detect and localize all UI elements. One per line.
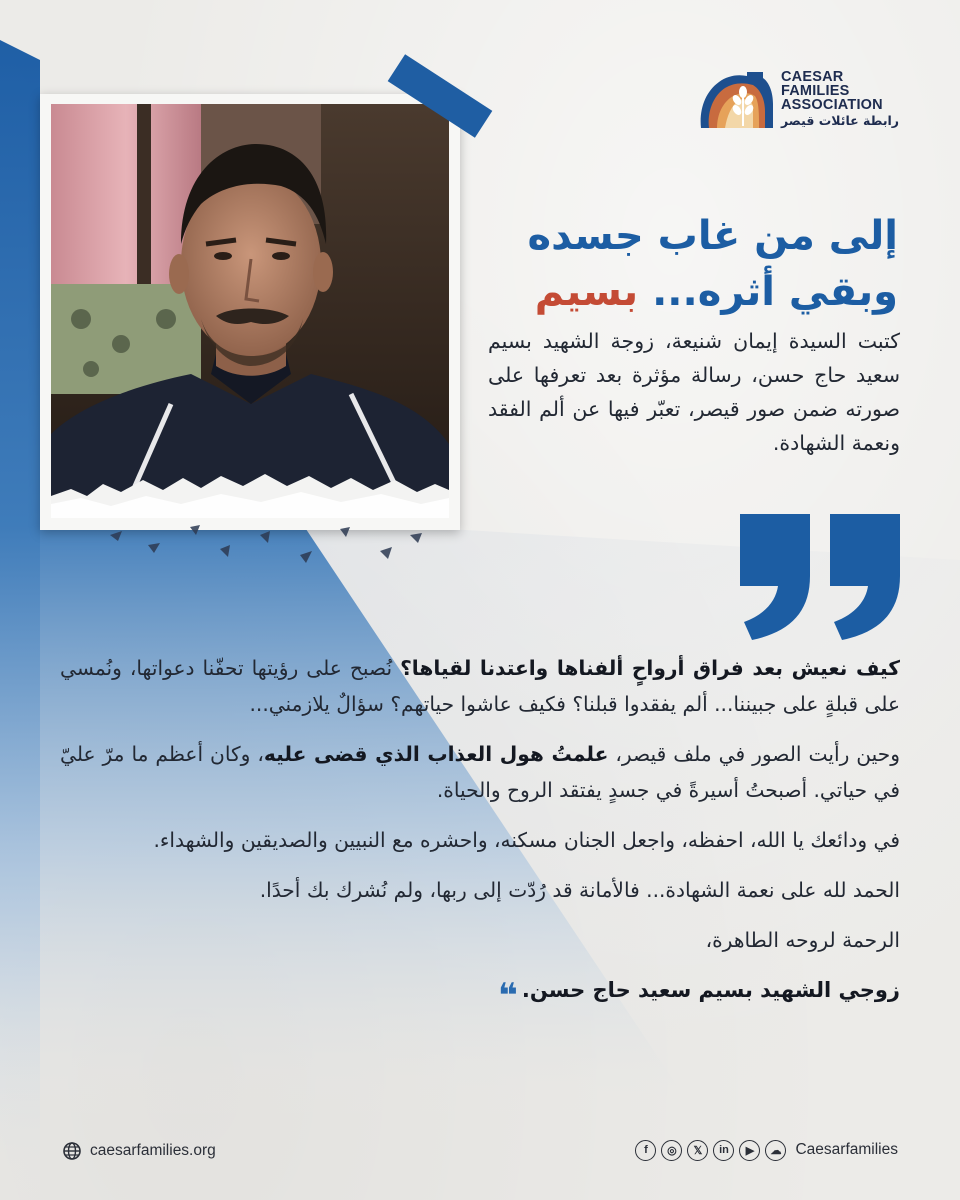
youtube-icon[interactable]: ▶	[739, 1140, 760, 1161]
letter-p2-end: ، وكان أعظم ما مرّ عليّ في حياتي. أصبحتُ أسيرةً في جسدٍ يفتقد الروح والحياة.	[60, 742, 900, 802]
facebook-icon[interactable]: f	[635, 1140, 656, 1161]
footer-social	[635, 1136, 898, 1164]
headline-name: بسيم	[534, 269, 639, 315]
letter-p1-rest: نُصبح على رؤيتها تحفّنا دعواتها، ونُمسي على قبلةٍ على جبيننا... ألم يفقدوا قبلنا؟ فكيف عاشوا حياتهم؟ سؤالٌ يلازمني...	[60, 656, 900, 716]
logo-name-line3: ASSOCIATION	[781, 97, 883, 113]
letter-paragraph-4: الحمد لله على نعمة الشهادة... فالأمانة قد رُدّت إلى ربها، ولم نُشرك بك أحدًا.	[259, 878, 900, 902]
letter-paragraph-2	[60, 736, 900, 808]
headline-line-2-prefix: وبقي أثره...	[638, 269, 898, 315]
intro-paragraph: كتبت السيدة إيمان شنيعة، زوجة الشهيد بسيم سعيد حاج حسن، رسالة مؤثرة بعد تعرفها على صورته ضمن صور قيصر، تعبّر فيها عن ألم الفقد ونعمة الشهادة.	[488, 329, 900, 455]
logo-name-line2: FAMILIES	[781, 83, 850, 99]
globe-icon	[62, 1141, 82, 1161]
letter-p2-start: وحين رأيت الصور في ملف قيصر،	[608, 742, 900, 766]
photo-frame	[40, 94, 460, 530]
logo-name-arabic: رابطة عائلات قيصر	[781, 113, 899, 128]
headline-line-2	[478, 264, 898, 320]
letter-signature-line	[60, 972, 900, 1014]
letter-paragraph-3: في ودائعك يا الله، احفظه، واجعل الجنان مسكنه، واحشره مع النبيين والصديقين والشهداء.	[153, 828, 900, 852]
website-url[interactable]: caesarfamilies.org	[90, 1142, 216, 1159]
closing-quote-icon: ❝	[497, 976, 518, 1016]
headline	[478, 208, 898, 320]
portrait-photo	[51, 104, 449, 518]
social-handle[interactable]: Caesarfamilies	[795, 1141, 898, 1158]
paper-fragments-decoration	[100, 505, 440, 575]
caesar-families-logo	[697, 66, 902, 130]
instagram-icon[interactable]: ◎	[661, 1140, 682, 1161]
logo-name-line1: CAESAR	[781, 69, 844, 85]
letter-signature: زوجي الشهيد بسيم سعيد حاج حسن.	[521, 978, 900, 1002]
footer-website[interactable]	[62, 1138, 216, 1164]
headline-line-1: إلى من غاب جسده	[527, 213, 898, 259]
logo-emblem-icon	[697, 70, 775, 130]
letter-body	[60, 650, 900, 1028]
soundcloud-icon[interactable]: ☁	[765, 1140, 786, 1161]
letter-p1-bold: كيف نعيش بعد فراق أرواحٍ ألفناها واعتدنا لقياها؟	[400, 656, 900, 680]
letter-paragraph-5: الرحمة لروحه الطاهرة،	[705, 928, 900, 952]
linkedin-icon[interactable]: in	[713, 1140, 734, 1161]
x-twitter-icon[interactable]: 𝕏	[687, 1140, 708, 1161]
portrait-illustration	[51, 104, 449, 518]
quote-mark-icon	[740, 514, 900, 640]
letter-paragraph-1	[60, 650, 900, 722]
letter-p2-bold: علمتُ هول العذاب الذي قضى عليه	[263, 742, 609, 766]
